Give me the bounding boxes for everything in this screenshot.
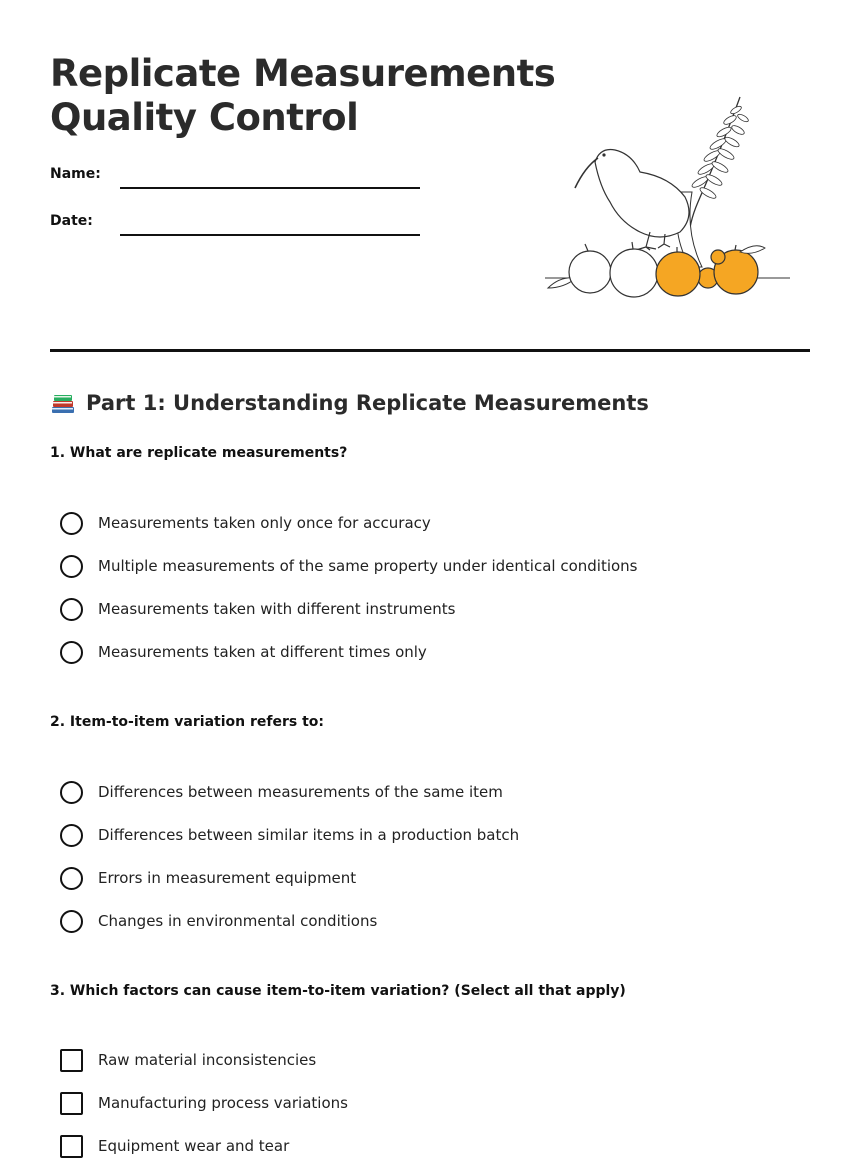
- q2-option-4[interactable]: [60, 908, 377, 934]
- radio-button[interactable]: [60, 781, 83, 804]
- title-line-1: Replicate Measurements: [50, 52, 556, 95]
- q1-option-4[interactable]: [60, 639, 427, 665]
- q2-option-3[interactable]: [60, 865, 356, 891]
- question-3: 3. Which factors can cause item-to-item variation? (Select all that apply): [50, 983, 626, 999]
- title-line-2: Quality Control: [50, 96, 359, 139]
- date-label: Date:: [50, 213, 93, 229]
- page-title: [50, 52, 570, 140]
- radio-button[interactable]: [60, 824, 83, 847]
- checkbox[interactable]: [60, 1135, 83, 1158]
- option-label: Measurements taken at different times only: [98, 643, 427, 661]
- option-label: Measurements taken with different instruments: [98, 600, 456, 618]
- name-field[interactable]: [120, 187, 420, 189]
- name-label: Name:: [50, 166, 101, 182]
- option-label: Equipment wear and tear: [98, 1137, 290, 1155]
- radio-button[interactable]: [60, 910, 83, 933]
- option-label: Measurements taken only once for accuracy: [98, 514, 431, 532]
- option-label: Changes in environmental conditions: [98, 912, 378, 930]
- section-heading: [50, 390, 649, 416]
- option-label: Manufacturing process variations: [98, 1094, 348, 1112]
- option-label: Multiple measurements of the same property under identical conditions: [98, 557, 638, 575]
- q1-option-3[interactable]: [60, 596, 455, 622]
- section-divider: [50, 349, 810, 352]
- question-2: 2. Item-to-item variation refers to:: [50, 714, 324, 730]
- radio-button[interactable]: [60, 598, 83, 621]
- question-1: 1. What are replicate measurements?: [50, 445, 348, 461]
- option-label: Differences between measurements of the same item: [98, 783, 503, 801]
- q2-option-1[interactable]: [60, 779, 503, 805]
- q3-option-2[interactable]: [60, 1090, 348, 1116]
- books-icon: [50, 390, 76, 416]
- q2-option-2[interactable]: [60, 822, 519, 848]
- date-field[interactable]: [120, 234, 420, 236]
- section-title: Part 1: Understanding Replicate Measurements: [86, 391, 649, 415]
- option-label: Differences between similar items in a production batch: [98, 826, 520, 844]
- kiwi-fern-fruit-illustration: [540, 92, 800, 302]
- q3-option-3[interactable]: [60, 1133, 289, 1159]
- radio-button[interactable]: [60, 867, 83, 890]
- q1-option-2[interactable]: [60, 553, 638, 579]
- radio-button[interactable]: [60, 555, 83, 578]
- q1-option-1[interactable]: [60, 510, 431, 536]
- checkbox[interactable]: [60, 1049, 83, 1072]
- radio-button[interactable]: [60, 641, 83, 664]
- radio-button[interactable]: [60, 512, 83, 535]
- q3-option-1[interactable]: [60, 1047, 316, 1073]
- option-label: Errors in measurement equipment: [98, 869, 357, 887]
- option-label: Raw material inconsistencies: [98, 1051, 317, 1069]
- checkbox[interactable]: [60, 1092, 83, 1115]
